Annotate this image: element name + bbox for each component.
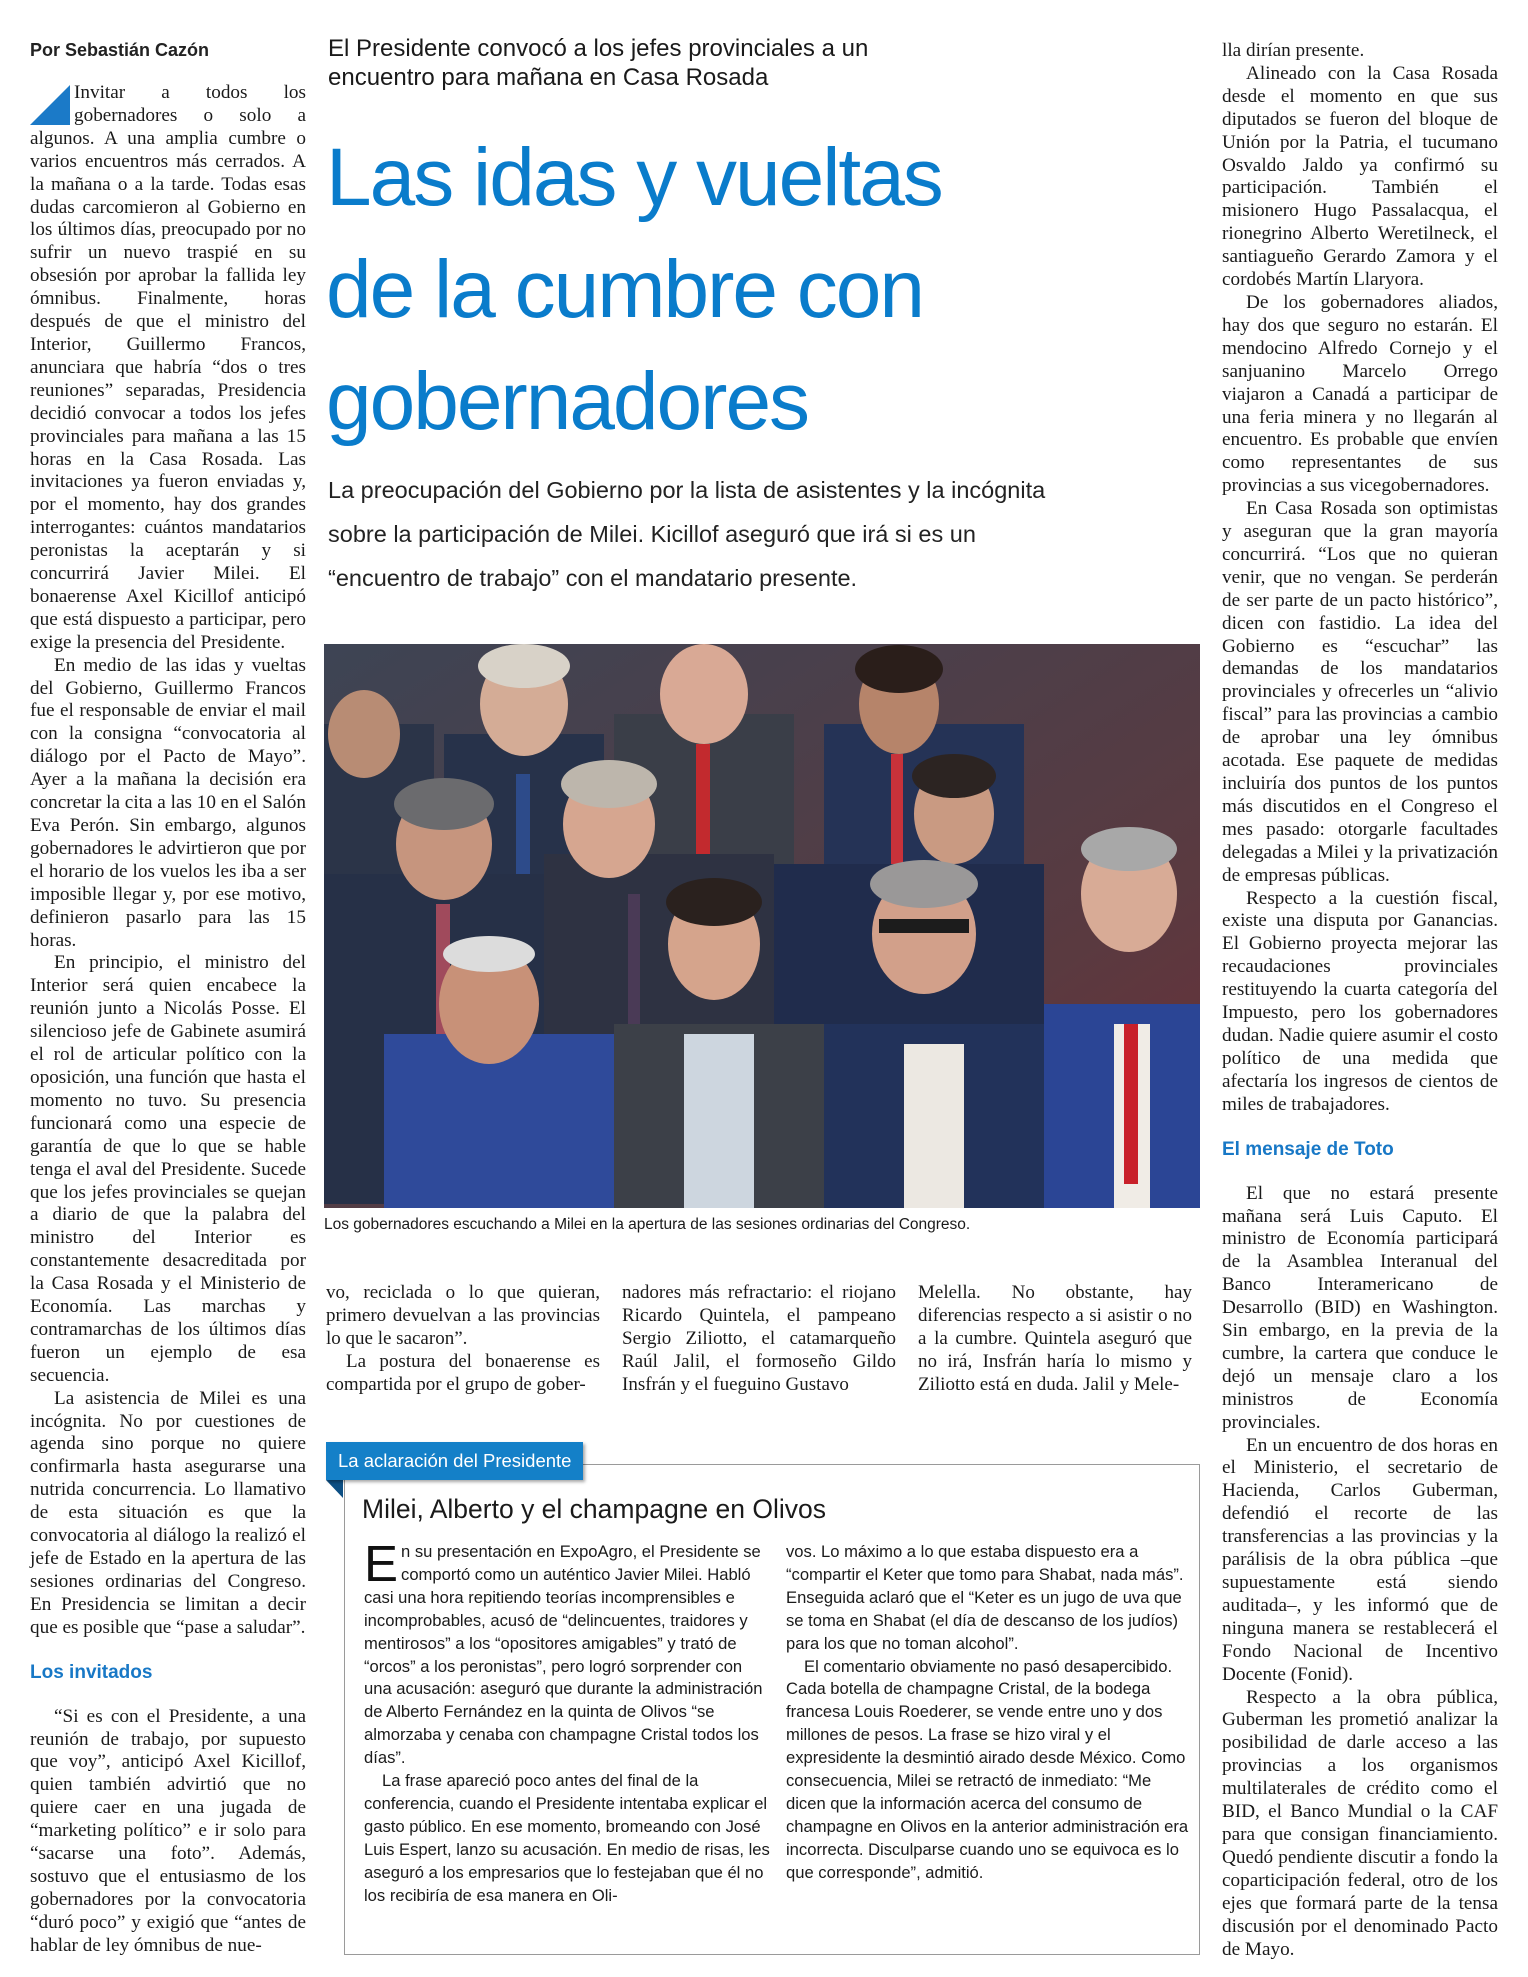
subhead-los-invitados: Los invitados bbox=[30, 1661, 153, 1683]
article-column-left bbox=[30, 82, 306, 1958]
article-paragraph: Respecto a la obra pública, Guberman les prometió analizar la posibilidad de darle acceso a las provincias a los organismos multilaterales de crédito como el BID, el Banco Mundial o la CAF para que consigan financiamiento. Quedó pendiente discutir a fondo la coparticipación federal, otro de los ejes que formará parte de la tensa discusión por el denominado Pacto de Mayo. bbox=[1222, 1686, 1498, 1960]
sidebar-paragraph: La frase apareció poco antes del final de la conferencia, cuando el Presidente intentaba explicar el gasto público. En ese momento, bromeando con José Luis Espert, lanzo su acusación. En medio de risas, les aseguró a los empresarios que lo festejaban que él no los recibiría de esa manera en Oli- bbox=[364, 1771, 770, 1905]
headline-line: gobernadores bbox=[326, 356, 809, 447]
article-column-mid-2 bbox=[622, 1282, 896, 1397]
tab-fold-icon bbox=[326, 1480, 343, 1498]
deck bbox=[328, 468, 1198, 600]
article-paragraph: En Casa Rosada son optimistas y aseguran que la gran mayoría concurrirá. “Los que no quieran venir, que no vengan. Se perderán de ser parte de un pacto histórico”, dicen con fastidio. La idea del Gobierno es “escuchar” las demandas de los mandatarios provinciales y ofrecerles un “alivio fiscal” para las provincias a cambio de aprobar una ley ómnibus acotada. Ese paquete de medidas incluiría dos puntos de los puntos más discutidos en el Congreso el mes pasado: otorgarle facultades delegadas a Milei y la privatización de empresas públicas. bbox=[1222, 498, 1498, 886]
article-paragraph: Alineado con la Casa Rosada desde el momento en que sus diputados se fueron del bloque de Unión por la Patria, el tucumano Osvaldo Jaldo ya confirmó su participación. También el misionero Hugo Passalacqua, el rionegrino Alberto Weretilneck, el santiagueño Gerardo Zamora y el cordobés Martín Llaryora. bbox=[1222, 62, 1498, 291]
sidebar-column-1 bbox=[364, 1535, 772, 1908]
article-paragraph: nadores más refractario: el riojano Ricardo Quintela, el pampeano Sergio Ziliotto, el catamarqueño Raúl Jalil, el formoseño Gildo Insfrán y el fueguino Gustavo bbox=[622, 1282, 896, 1395]
article-paragraph: vo, reciclada o lo que quieran, primero devuelvan a las provincias lo que le sacaron”. bbox=[326, 1282, 600, 1349]
deck-line: La preocupación del Gobierno por la lista de asistentes y la incógnita bbox=[328, 477, 1046, 503]
governors-photo-illustration bbox=[324, 644, 1200, 1208]
article-column-right bbox=[1222, 40, 1498, 1961]
subhead-el-mensaje-de-toto: El mensaje de Toto bbox=[1222, 1138, 1394, 1160]
news-photo bbox=[324, 644, 1200, 1208]
article-paragraph: De los gobernadores aliados, hay dos que seguro no estarán. El mendocino Alfredo Cornejo y el sanjuanino Marcelo Orrego viajaron a Canadá a participar de una feria minera y no llegarán al encuentro. Es probable que envíen como representantes de sus provincias a sus vicegobernadores. bbox=[1222, 291, 1498, 497]
sidebar-column-2 bbox=[786, 1541, 1194, 1885]
byline: Por Sebastián Cazón bbox=[30, 40, 210, 60]
deck-line: “encuentro de trabajo” con el mandatario presente. bbox=[328, 565, 858, 591]
article-paragraph: En medio de las idas y vueltas del Gobierno, Guillermo Francos fue el responsable de enviar el mail con la consigna “convocatoria al diálogo por el Pacto de Mayo”. Ayer a la mañana la decisión era concretar la cita a las 10 en el Salón Eva Perón. Sin embargo, algunos gobernadores le advirtieron que por el horario de los vuelos les iba a ser imposible llegar y, por ese motivo, definieron pasarlo para las 15 horas. bbox=[30, 654, 306, 951]
article-paragraph: En principio, el ministro del Interior será quien encabece la reunión junto a Nicolás Posse. El silencioso jefe de Gabinete asumirá el rol de articular político con la oposición, una función que hasta el momento no tuvo. Su presencia funcionará como una especie de garantía de que lo que se hable tenga el aval del Presidente. Sucede que los jefes provinciales se quejan a diario de que la palabra del ministro del Interior es constantemente desacreditada por la Casa Rosada y el Ministerio de Economía. Las marchas y contramarchas de los últimos días fueron un ejemplo de esa secuencia. bbox=[30, 952, 306, 1386]
sidebar-paragraph: En su presentación en ExpoAgro, el Presidente se comportó como un auténtico Javier Milei. Habló casi una hora repitiendo teorías incomprensibles e incomprobables, acusó de “delincuentes, traidores y mentirosos” a los “opositores amigables” y trató de “orcos” a los peronistas”, pero logró sorprender con una acusación: aseguró que durante la administración de Alberto Fernández en la quinta de Olivos “se almorzaba y cenaba con champagne Cristal todos los días”. bbox=[364, 1535, 763, 1768]
article-paragraph: lla dirían presente. bbox=[1222, 40, 1365, 61]
article-paragraph: Respecto a la cuestión fiscal, existe una disputa por Ganancias. El Gobierno proyecta mejorar las recaudaciones provinciales restituyendo la cuarta categoría del Impuesto, pero los gobernadores dudan. Nadie quiere asumir el costo político de una medida que afectaría los ingresos de cientos de miles de trabajadores. bbox=[1222, 887, 1498, 1115]
triangle-dropcap-icon bbox=[30, 85, 70, 125]
article-paragraph: La asistencia de Milei es una incógnita. No por cuestiones de agenda sino porque no quiere confirmarla hasta asegurarse una nutrida concurrencia. Lo llamativo de esta situación es que la convocatoria al diálogo la realizó el jefe de Estado en la apertura de las sesiones ordinarias del Congreso. En Presidencia se limitan a decir que es posible que “pase a saludar”. bbox=[30, 1387, 306, 1638]
dropcap: E bbox=[364, 1535, 399, 1592]
headline-line: Las idas y vueltas bbox=[326, 132, 942, 223]
article-column-mid-1 bbox=[326, 1282, 600, 1397]
article-paragraph: La postura del bonaerense es compartida por el grupo de gober- bbox=[326, 1350, 600, 1395]
article-column-mid-3 bbox=[918, 1282, 1192, 1397]
article-paragraph: En un encuentro de dos horas en el Ministerio, el secretario de Hacienda, Carlos Guberman, defendió el recorte de las transferencias a las provincias y la parálisis de la obra pública –que supuestamente está siendo auditada–, y les informó que de ninguna manera se restablecerá el Fondo Nacional de Incentivo Docente (Fonid). bbox=[1222, 1434, 1498, 1685]
photo-caption: Los gobernadores escuchando a Milei en la apertura de las sesiones ordinarias del Congreso. bbox=[324, 1216, 971, 1233]
article-paragraph: “Si es con el Presidente, a una reunión de trabajo, por supuesto que voy”, anticipó Axel Kicillof, quien también advirtió que no quiere caer en una jugada de “marketing político” e ir solo para “sacarse una foto”. Además, sostuvo que el entusiasmo de los gobernadores por la convocatoria “duró poco” y exigió que “antes de hablar de ley ómnibus de nue- bbox=[30, 1705, 306, 1956]
deck-line: sobre la participación de Milei. Kicillof aseguró que irá si es un bbox=[328, 521, 976, 547]
headline-line: de la cumbre con bbox=[326, 244, 924, 335]
headline bbox=[326, 122, 1206, 458]
article-paragraph: El que no estará presente mañana será Luis Caputo. El ministro de Economía participará de la Asamblea Interanual del Banco Interamericano de Desarrollo (BID) en Washington. Sin embargo, en la previa de la cumbre, la cartera que conduce le dejó un mensaje claro a los ministros de Economía provinciales. bbox=[1222, 1182, 1498, 1433]
article-paragraph: Invitar a todos los gobernadores o solo a algunos. A una amplia cumbre o varios encuentros más cerrados. A la mañana o a la tarde. Todas esas dudas carcomieron al Gobierno en los últimos días, preocupado por no sufrir un nuevo traspié en su obsesión por aprobar la fallida ley ómnibus. Finalmente, horas después de que el ministro del Interior, Guillermo Francos, anunciara que habría “dos o tres reuniones” separadas, Presidencia decidió convocar a todos los jefes provinciales para mañana a las 15 horas en la Casa Rosada. Las invitaciones ya fueron enviadas y, por el momento, hay dos grandes interrogantes: cuántos mandatarios peronistas la aceptarán y si concurrirá Javier Milei. El bonaerense Axel Kicillof anticipó que está dispuesto a participar, pero exige la presencia del Presidente. bbox=[30, 82, 306, 653]
sidebar-paragraph: vos. Lo máximo a lo que estaba dispuesto era a “compartir el Keter que tomo para Shabat, nada más”. Enseguida aclaró que el “Keter es un jugo de uva que se toma en Shabat (el día de descanso de los judíos) para los que no toman alcohol”. bbox=[786, 1542, 1184, 1653]
kicker: El Presidente convocó a los jefes provinciales a un encuentro para mañana en Casa Rosada bbox=[328, 35, 869, 91]
article-paragraph: Melella. No obstante, hay diferencias respecto a si asistir o no a la cumbre. Quintela aseguró que no irá, Insfrán haría lo mismo y Ziliotto está en duda. Jalil y Mele- bbox=[918, 1282, 1192, 1395]
sidebar-tab-label: La aclaración del Presidente bbox=[326, 1442, 583, 1480]
sidebar-title: Milei, Alberto y el champagne en Olivos bbox=[362, 1494, 826, 1524]
sidebar-paragraph: El comentario obviamente no pasó desapercibido. Cada botella de champagne Cristal, de la bodega francesa Louis Roederer, se vende entre uno y dos millones de pesos. La frase se hizo viral y el expresidente la desmintió airado desde México. Como consecuencia, Milei se retractó de inmediato: “Me dicen que la información acerca del consumo de champagne en Olivos en la anterior administración era incorrecta. Disculparse cuando uno se equivoca es lo que corresponde”, admitió. bbox=[786, 1656, 1189, 1882]
